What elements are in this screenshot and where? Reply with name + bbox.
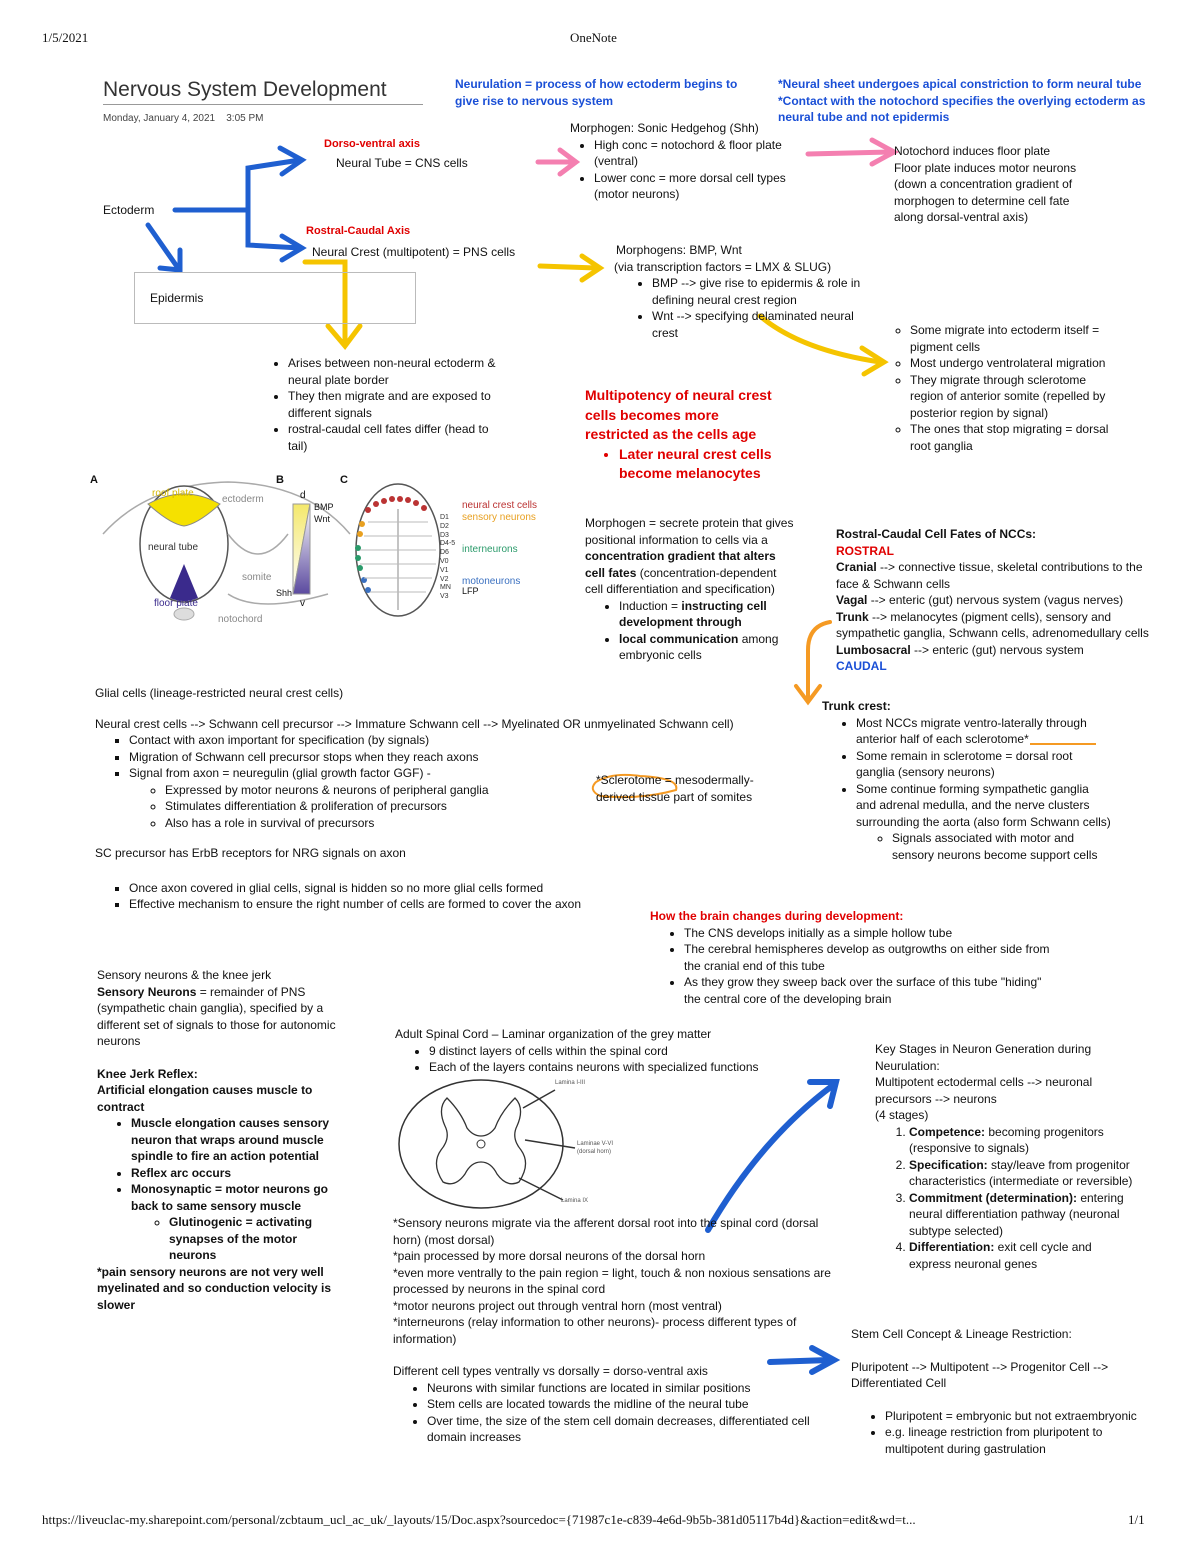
header-app: OneNote — [570, 30, 617, 45]
glial-sc: SC precursor has ErbB receptors for NRG signals on axon — [95, 846, 406, 860]
fig-lfp: LFP — [462, 586, 479, 596]
spinal-note: *pain processed by more dorsal neurons of the dorsal horn — [393, 1249, 706, 1263]
knee-title: Knee Jerk Reflex: — [97, 1066, 198, 1081]
trunk-item: • Most NCCs migrate ventro-laterally through anterior half of each sclerotome* — [856, 715, 1112, 748]
stage-text: becoming progenitors (responsive to signals) — [909, 1124, 1104, 1155]
knee-item: • Muscle elongation causes sensory neuron that wraps around muscle spindle to fire an action potential — [131, 1115, 342, 1165]
spinal-dv-item: • Stem cells are located towards the midline of the neural tube — [427, 1396, 833, 1413]
stage-text: entering neural differentiation pathway (neuronal subtype selected) — [909, 1190, 1124, 1238]
neural-sheet-note — [778, 76, 1150, 126]
stem-block — [851, 1326, 1150, 1457]
spinal-label: Lamina IX — [561, 1198, 589, 1204]
stem-item: • Pluripotent = embryonic but not extraembryonic — [885, 1408, 1150, 1425]
rc-axis-label: Rostral-Caudal Axis — [306, 225, 411, 237]
bmp-sub: (via transcription factors = LMX & SLUG) — [614, 259, 832, 274]
trunk-title: Trunk crest: — [822, 699, 891, 713]
blue-arrow-curve — [708, 1086, 832, 1230]
stage-name: Differentiation: — [909, 1240, 995, 1254]
stem-title: Stem Cell Concept & Lineage Restriction: — [851, 1327, 1072, 1341]
morphogen-p1: Morphogen = secrete protein that gives positional information to cells via a — [585, 516, 794, 547]
fig-sensory: sensory neurons — [462, 512, 536, 523]
knee-item: • Reflex arc occurs — [131, 1165, 342, 1182]
fig-motoneurons: motoneurons — [462, 576, 521, 587]
rc-row — [836, 642, 1150, 659]
rc-row-name: Lumbosacral — [836, 642, 911, 657]
fig-label-a: A — [90, 474, 98, 486]
stages-block — [875, 1041, 1135, 1272]
migrate-item: ◦ Most undergo ventrolateral migration — [910, 355, 1112, 372]
trunk-item: • Some continue forming sympathetic ganglia and adrenal medulla, and the nerve clusters surrounding the aorta (also form Schwann cells) — [856, 781, 1112, 831]
spinal-note: *Sensory neurons migrate via the afferent dorsal root into the spinal cord (dorsal horn) (most dorsal) — [393, 1216, 819, 1247]
spinal-item: • 9 distinct layers of cells within the spinal cord — [429, 1043, 805, 1060]
pain-note: *pain sensory neurons are not very well myelinated and so conduction velocity is slower — [97, 1264, 332, 1312]
ectoderm-label: Ectoderm — [103, 203, 155, 217]
rc-fates-title: Rostral-Caudal Cell Fates of NCCs: — [836, 527, 1037, 541]
fig-d-label: D2 — [440, 522, 449, 530]
sensory-bold: Sensory Neurons — [97, 984, 197, 999]
fig-notochord: notochord — [218, 614, 263, 625]
sclerotome-line: *Sclerotome = mesodermally- — [596, 773, 754, 787]
spinal-dv-item: • Neurons with similar functions are located in similar positions — [427, 1380, 833, 1397]
fig-somite: somite — [242, 572, 272, 583]
stage-name: Competence: — [909, 1124, 986, 1139]
rc-row — [836, 559, 1150, 592]
fig-v: v — [300, 598, 305, 609]
glial-sub: ◦ Also has a role in survival of precursors — [165, 815, 815, 832]
neural-sheet-line: neural tube and not epidermis — [778, 110, 950, 124]
crest-item: • Arises between non-neural ectoderm & neural plate border — [288, 355, 510, 388]
bmp-item: • BMP --> give rise to epidermis & role in defining neural crest region — [652, 275, 876, 308]
local-comm-bold: local communication — [619, 631, 739, 646]
glial-sub: ◦ Expressed by motor neurons & neurons of peripheral ganglia — [165, 782, 815, 799]
multipotency-bullet: • Later neural crest cells become melanocytes — [619, 445, 785, 484]
fig-d-label: V0 — [440, 557, 449, 565]
page-title: Nervous System Development — [103, 78, 423, 105]
induction-item — [619, 598, 795, 631]
glial-title: Glial cells (lineage-restricted neural crest cells) — [95, 686, 344, 700]
stages-title: Key Stages in Neuron Generation during Neurulation: — [875, 1042, 1092, 1073]
stages-line2: Multipotent ectodermal cells --> neuronal precursors --> neurons — [875, 1075, 1093, 1106]
stage-item — [909, 1124, 1135, 1157]
crest-list — [270, 355, 510, 454]
fig-shh: Shh — [276, 588, 293, 598]
spinal-note: *motor neurons project out through ventral horn (most ventral) — [393, 1298, 722, 1313]
rc-row-text: --> enteric (gut) nervous system — [910, 642, 1084, 657]
fig-roof-plate: roof plate — [152, 488, 194, 499]
notochord-line: (down a concentration gradient of — [894, 177, 1073, 191]
glial-item: ▪ Migration of Schwann cell precursor stops when they reach axons — [129, 749, 815, 766]
stage-item — [909, 1190, 1135, 1240]
notochord-line: Floor plate induces motor neurons — [894, 160, 1077, 175]
spinal-note: *interneurons (relay information to other neurons)- process different types of information) — [393, 1315, 797, 1346]
fig-ncc: neural crest cells — [462, 500, 538, 511]
fig-d-labels — [440, 514, 455, 602]
glial-item2: ▪ Effective mechanism to ensure the right number of cells are formed to cover the axon — [129, 896, 815, 913]
induction-pre: Induction = — [619, 598, 682, 613]
shh-block — [570, 120, 810, 203]
trunk-crest — [822, 698, 1112, 863]
morphogen-b1: concentration gradient that alters cell fates — [585, 549, 776, 580]
knee-item: • Monosynaptic = motor neurons go back to same sensory muscle — [131, 1181, 342, 1214]
rc-row — [836, 609, 1150, 642]
migrate-list — [892, 322, 1112, 454]
migrate-item: ◦ The ones that stop migrating = dorsal root ganglia — [910, 421, 1112, 454]
spinal-dv: Different cell types ventrally vs dorsally = dorso-ventral axis — [393, 1364, 708, 1378]
bmp-title: Morphogens: BMP, Wnt — [616, 243, 742, 257]
pink-arrow-2 — [808, 152, 890, 154]
sensory-text: = remainder of PNS (sympathetic chain ganglia), specified by a different set of signals to those for autonomic neurons — [97, 984, 336, 1048]
rc-fates — [836, 526, 1150, 675]
fig-d-label: V1 — [440, 566, 449, 574]
blue-arrow-up — [175, 160, 300, 210]
stem-item: • e.g. lineage restriction from pluripotent to multipotent during gastrulation — [885, 1424, 1150, 1457]
neural-tube-label: Neural Tube = CNS cells — [336, 156, 468, 170]
rc-caudal: CAUDAL — [836, 659, 887, 673]
glial-item: ▪ Signal from axon = neuregulin (glial growth factor GGF) - — [129, 765, 815, 782]
glial-sub: ◦ Stimulates differentiation & proliferation of precursors — [165, 798, 815, 815]
brain-item: • The cerebral hemispheres develop as outgrowths on either side from the cranial end of this tube — [684, 941, 1050, 974]
spinal-diagram-svg — [395, 1078, 715, 1210]
neurulation-note — [455, 76, 737, 109]
spinal-block — [395, 1026, 805, 1076]
local-comm-text: among embryonic cells — [619, 631, 779, 662]
rc-row-name: Vagal — [836, 593, 868, 607]
brain-title: How the brain changes during development: — [650, 909, 904, 923]
yellow-arrow-right — [540, 266, 596, 268]
stage-item — [909, 1157, 1135, 1190]
spinal-notes — [393, 1215, 833, 1446]
fig-ectoderm: ectoderm — [222, 494, 264, 505]
sclerotome-note — [596, 772, 754, 805]
migrate-item: ◦ They migrate through sclerotome region of anterior somite (repelled by posterior region by signal) — [910, 372, 1112, 422]
local-comm-item — [619, 631, 795, 664]
brain-item: • The CNS develops initially as a simple hollow tube — [684, 925, 1050, 942]
morphogen-def — [585, 515, 795, 664]
morphogen-p2: (concentration-dependent cell differentiation and specification) — [585, 565, 777, 596]
shh-title: Morphogen: Sonic Hedgehog (Shh) — [570, 121, 759, 135]
glial-item2: ▪ Once axon covered in glial cells, signal is hidden so no more glial cells formed — [129, 880, 815, 897]
spinal-diagram — [395, 1078, 715, 1210]
fig-neural-tube: neural tube — [148, 542, 199, 553]
sensory-line1: Sensory neurons & the knee jerk — [97, 968, 272, 982]
knee-sub: ◦ Glutinogenic = activating synapses of the motor neurons — [169, 1214, 342, 1264]
spinal-label: Laminae V-VI (dorsal horn) — [577, 1141, 614, 1155]
rc-row-text: --> enteric (gut) nervous system (vagus nerves) — [867, 593, 1124, 607]
neural-tube-figure — [88, 474, 548, 634]
crest-item: • rostral-caudal cell fates differ (head to tail) — [288, 421, 510, 454]
rc-row — [836, 592, 1150, 609]
fig-interneurons: interneurons — [462, 544, 518, 555]
spinal-title: Adult Spinal Cord – Laminar organization of the grey matter — [395, 1027, 712, 1041]
rc-row-name: Trunk — [836, 609, 869, 624]
rc-row-text: --> melanocytes (pigment cells), sensory and sympathetic ganglia, Schwann cells, adrenomedullary cells — [836, 609, 1149, 640]
glial-item: ▪ Contact with axon important for specification (by signals) — [129, 732, 815, 749]
fig-floor-plate: floor plate — [154, 598, 198, 609]
neural-sheet-line: *Contact with the notochord specifies the overlying ectoderm as — [778, 93, 1146, 108]
stage-text: exit cell cycle and express neuronal genes — [909, 1240, 1092, 1271]
stage-item — [909, 1239, 1135, 1272]
trunk-sub: ◦ Signals associated with motor and sensory neurons become support cells — [892, 830, 1112, 863]
fig-wnt: Wnt — [314, 514, 331, 524]
fig-d-label: MN — [440, 584, 451, 592]
rc-row-text: --> connective tissue, skeletal contributions to the face & Schwann cells — [836, 560, 1143, 591]
fig-label-c: C — [340, 474, 348, 486]
spinal-item: • Each of the layers contains neurons with specialized functions — [429, 1059, 805, 1076]
stem-chain: Pluripotent --> Multipotent --> Progenitor Cell --> Differentiated Cell — [851, 1359, 1109, 1390]
notochord-line: morphogen to determine cell fate — [894, 193, 1070, 208]
fig-d-label: V3 — [440, 593, 449, 601]
stage-name: Commitment (determination): — [909, 1190, 1077, 1205]
bmp-item: • Wnt --> specifying delaminated neural crest — [652, 308, 876, 341]
neurulation-line: Neurulation = process of how ectoderm begins to — [455, 77, 738, 91]
migrate-item: ◦ Some migrate into ectoderm itself = pigment cells — [910, 322, 1112, 355]
spinal-label: Lamina I-III — [555, 1080, 586, 1086]
multipotency-text: Multipotency of neural crest cells becomes more restricted as the cells age — [585, 387, 772, 442]
footer-page: 1/1 — [1128, 1512, 1145, 1527]
fig-d-label: D6 — [440, 549, 449, 557]
notochord-line: Notochord induces floor plate — [894, 144, 1051, 158]
knee-art: Artificial elongation causes muscle to contract — [97, 1083, 313, 1114]
shh-item: • Lower conc = more dorsal cell types (motor neurons) — [594, 170, 810, 203]
footer-url[interactable]: https://liveuclac-my.sharepoint.com/personal/zcbtaum_ucl_ac_uk/_layouts/15/Doc.aspx?sourcedoc={71987c1e-c839-4e6d-9b5b-381d05117b4d}&action=edit&wd=t... — [42, 1512, 916, 1527]
neurulation-line: give rise to nervous system — [455, 93, 614, 108]
neural-sheet-line: *Neural sheet undergoes apical constriction to form neural tube — [778, 77, 1142, 91]
fig-d-label: V2 — [440, 575, 449, 583]
spinal-note: *even more ventrally to the pain region = light, touch & non noxious sensations are processed by neurons in the spinal cord — [393, 1265, 831, 1296]
brain-block — [650, 908, 1050, 1007]
epidermis-label: Epidermis — [150, 291, 204, 305]
induction-bold: instructing cell development through — [619, 598, 767, 629]
stages-line3: (4 stages) — [875, 1108, 929, 1122]
notochord-line: along dorsal-ventral axis) — [894, 210, 1029, 224]
stage-text: stay/leave from progenitor characteristics (intermediate or reversible) — [909, 1157, 1133, 1188]
trunk-item: • Some remain in sclerotome = dorsal root ganglia (sensory neurons) — [856, 748, 1112, 781]
shh-item: • High conc = notochord & floor plate (ventral) — [594, 137, 810, 170]
crest-item: • They then migrate and are exposed to different signals — [288, 388, 510, 421]
notochord-block — [894, 143, 1076, 226]
multipotency-note — [585, 386, 785, 484]
fig-d-label: D4-5 — [440, 540, 456, 548]
fig-d-label: D3 — [440, 531, 449, 539]
fig-d: d — [300, 490, 306, 501]
fig-d-label: D1 — [440, 514, 449, 521]
fig-label-b: B — [276, 474, 284, 486]
spinal-dv-item: • Over time, the size of the stem cell domain decreases, differentiated cell domain increases — [427, 1413, 833, 1446]
page-datetime: Monday, January 4, 2021 3:05 PM — [103, 113, 264, 124]
glial-chain: Neural crest cells --> Schwann cell precursor --> Immature Schwann cell --> Myelinated OR unmyelinated Schwann cell) — [95, 716, 734, 731]
sensory-block — [97, 967, 342, 1313]
fig-bmp: BMP — [314, 502, 334, 512]
stage-name: Specification: — [909, 1157, 988, 1172]
neural-crest-label: Neural Crest (multipotent) = PNS cells — [312, 245, 516, 259]
brain-item: • As they grow they sweep back over the surface of this tube "hiding" the central core of the developing brain — [684, 974, 1050, 1007]
bmp-block — [616, 242, 876, 341]
header-date: 1/5/2021 — [42, 30, 89, 45]
blue-arrow-epidermis — [148, 225, 178, 268]
dv-axis-label: Dorso-ventral axis — [324, 138, 420, 150]
rc-rostral: ROSTRAL — [836, 543, 894, 558]
rc-row-name: Cranial — [836, 560, 877, 574]
sclerotome-line: derived tissue part of somites — [596, 789, 753, 804]
